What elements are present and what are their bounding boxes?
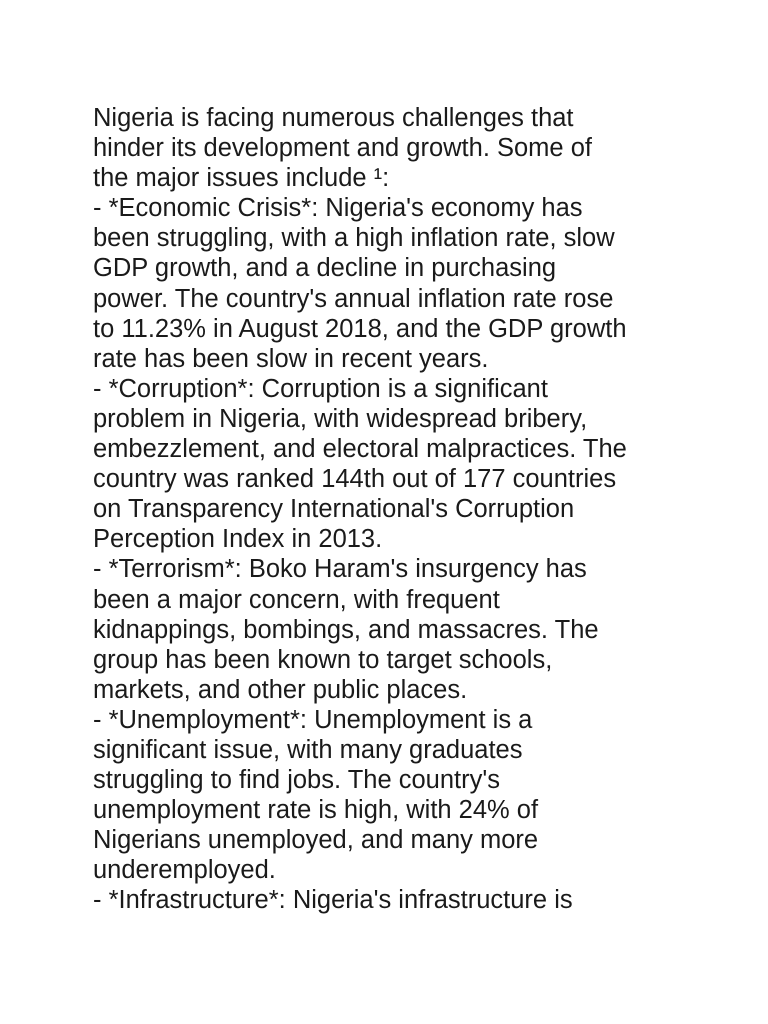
text-line: markets, and other public places. xyxy=(93,675,468,704)
text-line: GDP growth, and a decline in purchasing xyxy=(93,254,557,283)
text-line: - *Infrastructure*: Nigeria's infrastructure is xyxy=(93,886,573,915)
text-line: - *Corruption*: Corruption is a significant xyxy=(93,374,548,403)
text-line: Nigerians unemployed, and many more xyxy=(93,826,539,855)
text-line: Perception Index in 2013. xyxy=(93,525,383,554)
text-line: embezzlement, and electoral malpractices. The xyxy=(93,435,627,464)
text-line: group has been known to target schools, xyxy=(93,645,553,674)
text-line: underemployed. xyxy=(93,856,276,885)
text-line: kidnappings, bombings, and massacres. The xyxy=(93,615,599,644)
text-line: unemployment rate is high, with 24% of xyxy=(93,796,539,825)
text-line: rate has been slow in recent years. xyxy=(93,344,489,373)
text-line: on Transparency International's Corruption xyxy=(93,495,575,524)
text-line: been struggling, with a high inflation rate, slow xyxy=(93,224,615,253)
text-line: been a major concern, with frequent xyxy=(93,585,500,614)
text-line: power. The country's annual inflation rate rose xyxy=(93,284,614,313)
text-line: struggling to find jobs. The country's xyxy=(93,766,500,795)
text-line: Nigeria is facing numerous challenges that xyxy=(93,104,574,132)
text-line: the major issues include ¹: xyxy=(93,164,390,193)
text-line: significant issue, with many graduates xyxy=(93,735,523,764)
text-line: country was ranked 144th out of 177 countries xyxy=(93,465,617,494)
text-line: to 11.23% in August 2018, and the GDP growth xyxy=(93,314,627,343)
body-text xyxy=(93,103,693,916)
text-line: problem in Nigeria, with widespread bribery, xyxy=(93,404,588,433)
text-line: - *Terrorism*: Boko Haram's insurgency has xyxy=(93,555,587,584)
text-line: - *Economic Crisis*: Nigeria's economy has xyxy=(93,194,583,223)
text-line: hinder its development and growth. Some of xyxy=(93,134,592,163)
text-line: - *Unemployment*: Unemployment is a xyxy=(93,705,533,734)
